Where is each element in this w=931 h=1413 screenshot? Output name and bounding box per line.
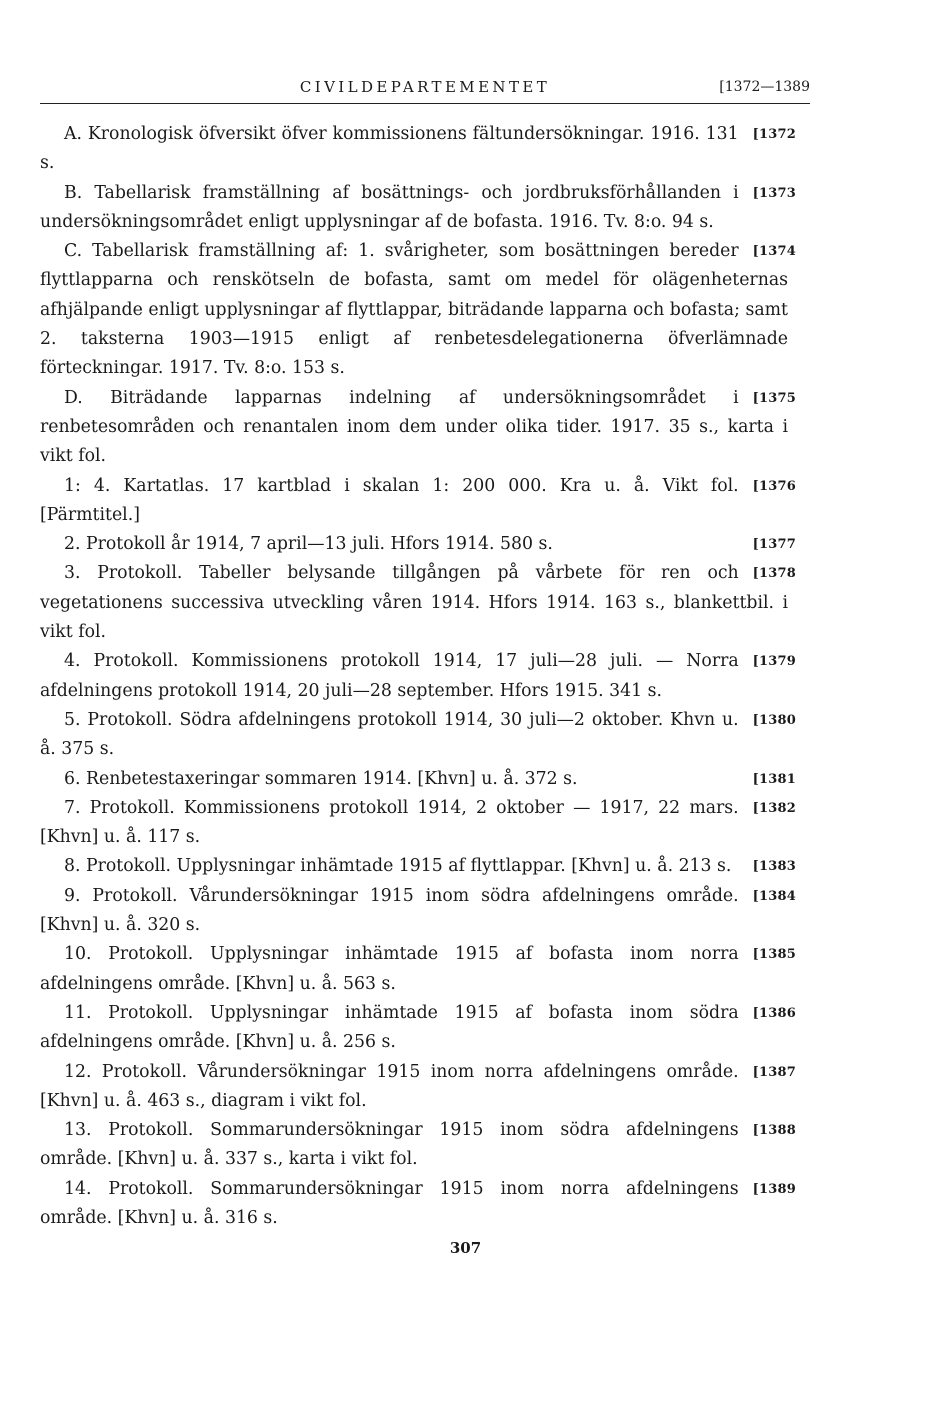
entry-text: 13. Protokoll. Sommarundersökningar 1915 inom södra afdelningens område. [Khvn] u. å. 337 s., karta i vikt fol. bbox=[40, 1120, 739, 1170]
entry-number: [1372 bbox=[752, 127, 796, 142]
entry-2 bbox=[40, 530, 796, 559]
page-number: 307 bbox=[449, 1239, 482, 1257]
entry-C bbox=[40, 237, 796, 383]
entry-text: 7. Protokoll. Kommissionens protokoll 1914, 2 oktober — 1917, 22 mars. [Khvn] u. å. 117 s. bbox=[40, 797, 739, 848]
entry-9 bbox=[40, 882, 796, 941]
entry-5 bbox=[40, 706, 796, 765]
entry-8 bbox=[40, 852, 796, 881]
entry-13 bbox=[40, 1116, 796, 1175]
entry-D bbox=[40, 384, 796, 472]
entry-number: [1383 bbox=[752, 859, 796, 875]
entry-11 bbox=[40, 999, 796, 1058]
entry-text: 4. Protokoll. Kommissionens protokoll 1914, 17 juli—28 juli. — Norra afdelningens protokoll 1914, 20 juli—28 september. Hfors 1915. 341 s. bbox=[40, 651, 739, 701]
entry-number: [1381 bbox=[752, 771, 796, 787]
entry-list bbox=[40, 120, 796, 1233]
entry-number: [1386 bbox=[752, 1005, 796, 1021]
entry-text: 2. Protokoll år 1914, 7 april—13 juli. Hfors 1914. 580 s. bbox=[64, 534, 553, 555]
entry-number: [1374 bbox=[752, 244, 796, 260]
entry-text: B. Tabellarisk framställning af bosättnings- och jordbruksförhållanden i undersökningsområdet enligt upplysningar af de bofasta. 1916. Tv. 8:o. 94 s. bbox=[40, 182, 739, 232]
entry-text: 9. Protokoll. Vårundersökningar 1915 inom södra afdelningens område. [Khvn] u. å. 320 s. bbox=[40, 885, 739, 936]
header-rule bbox=[40, 103, 810, 104]
entry-text: 6. Renbetestaxeringar sommaren 1914. [Khvn] u. å. 372 s. bbox=[64, 768, 578, 789]
entry-4 bbox=[40, 647, 796, 706]
running-header bbox=[40, 78, 810, 100]
entry-number: [1373 bbox=[752, 185, 796, 201]
entry-14 bbox=[40, 1175, 796, 1234]
entry-text: 11. Protokoll. Upplysningar inhämtade 1915 af bofasta inom södra afdelningens område. [Khvn] u. å. 256 s. bbox=[40, 1002, 739, 1053]
entry-text: A. Kronologisk öfversikt öfver kommissionens fältundersökningar. 1916. 131 s. bbox=[40, 124, 739, 174]
entry-number: [1382 bbox=[752, 800, 796, 816]
entry-text: 5. Protokoll. Södra afdelningens protokoll 1914, 30 juli—2 oktober. Khvn u. å. 375 s. bbox=[40, 709, 739, 760]
entry-1-4 bbox=[40, 472, 796, 531]
header-range: [1372—1389 bbox=[719, 79, 810, 95]
entry-text: 12. Protokoll. Vårundersökningar 1915 inom norra afdelningens område. [Khvn] u. å. 463 s., diagram i vikt fol. bbox=[40, 1061, 739, 1111]
entry-12 bbox=[40, 1058, 796, 1117]
entry-number: [1379 bbox=[752, 654, 796, 670]
entry-number: [1388 bbox=[752, 1123, 796, 1139]
entry-number: [1384 bbox=[752, 888, 796, 904]
entry-number: [1387 bbox=[752, 1064, 796, 1080]
entry-B bbox=[40, 179, 796, 238]
entry-text: 1: 4. Kartatlas. 17 kartblad i skalan 1: 200 000. Kra u. å. Vikt fol. [Pärmtitel.] bbox=[40, 475, 739, 525]
entry-text: 10. Protokoll. Upplysningar inhämtade 1915 af bofasta inom norra afdelningens område. [Khvn] u. å. 563 s. bbox=[40, 944, 739, 994]
entry-6 bbox=[40, 765, 796, 794]
entry-number: [1380 bbox=[752, 712, 796, 728]
entry-text: 14. Protokoll. Sommarundersökningar 1915 inom norra afdelningens område. [Khvn] u. å. 316 s. bbox=[40, 1178, 739, 1228]
entry-number: [1376 bbox=[752, 478, 796, 494]
entry-text: D. Biträdande lapparnas indelning af undersökningsområdet i renbetesområden och renantalen inom dem under olika tider. 1917. 35 s., karta i vikt fol. bbox=[40, 387, 788, 467]
entry-number: [1375 bbox=[752, 390, 796, 406]
entry-text: 8. Protokoll. Upplysningar inhämtade 1915 af flyttlappar. [Khvn] u. å. 213 s. bbox=[64, 856, 732, 877]
entry-number: [1389 bbox=[752, 1181, 796, 1197]
entry-text: 3. Protokoll. Tabeller belysande tillgången på vårbete för ren och vegetationens successiva utveckling våren 1914. Hfors 1914. 163 s., blankettbil. i vikt fol. bbox=[40, 563, 788, 643]
entry-7 bbox=[40, 794, 796, 853]
entry-text: C. Tabellarisk framställning af: 1. svårigheter, som bosättningen bereder flyttlapparna och renskötseln de bofasta, samt om medel för olägenheternas afhjälpande enligt upplysningar af flyttlappar, biträdande lapparna och bofasta; samt 2. taksterna 1903—1915 enligt af renbetesdelegationerna öfverlämnade förteckningar. 1917. Tv. 8:o. 153 s. bbox=[40, 241, 788, 379]
entry-3 bbox=[40, 559, 796, 647]
entry-A bbox=[40, 120, 796, 179]
entry-10 bbox=[40, 940, 796, 999]
entry-number: [1377 bbox=[752, 537, 796, 553]
header-title: CIVILDEPARTEMENTET bbox=[299, 78, 551, 96]
entry-number: [1378 bbox=[752, 566, 796, 582]
entry-number: [1385 bbox=[752, 947, 796, 963]
